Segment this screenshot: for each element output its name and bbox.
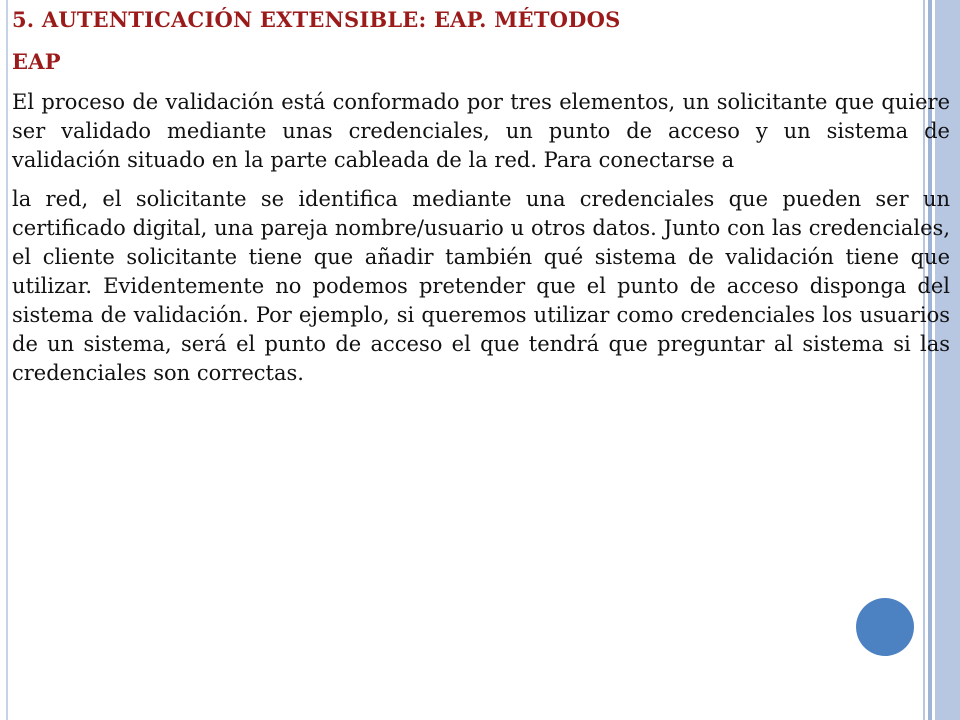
slide-title-line2: EAP (12, 49, 61, 74)
decorative-circle (856, 598, 914, 656)
paragraph-validation-elements: El proceso de validación está conformado por tres elementos, un solicitante que quiere ser validado mediante unas credenciales, un punto de acceso y un sistema de validación situado en la parte cableada de la red. Para conectarse a (12, 90, 950, 172)
left-border-line (6, 0, 8, 720)
paragraph-credentials: la red, el solicitante se identifica mediante una credenciales que pueden ser un certificado digital, una pareja nombre/usuario u otros datos. Junto con las credenciales, el cliente solicitante tiene que añadir también qué sistema de validación tiene que utilizar. Evidentemente no podemos pretender que el punto de acceso disponga del sistema de validación. Por ejemplo, si queremos utilizar como credenciales los usuarios de un sistema, será el punto de acceso el que tendrá que preguntar al sistema si las credenciales son correctas. (12, 187, 950, 385)
slide-content (12, 6, 950, 388)
slide-title-line1: 5. AUTENTICACIÓN EXTENSIBLE: EAP. MÉTODOS (12, 7, 621, 32)
